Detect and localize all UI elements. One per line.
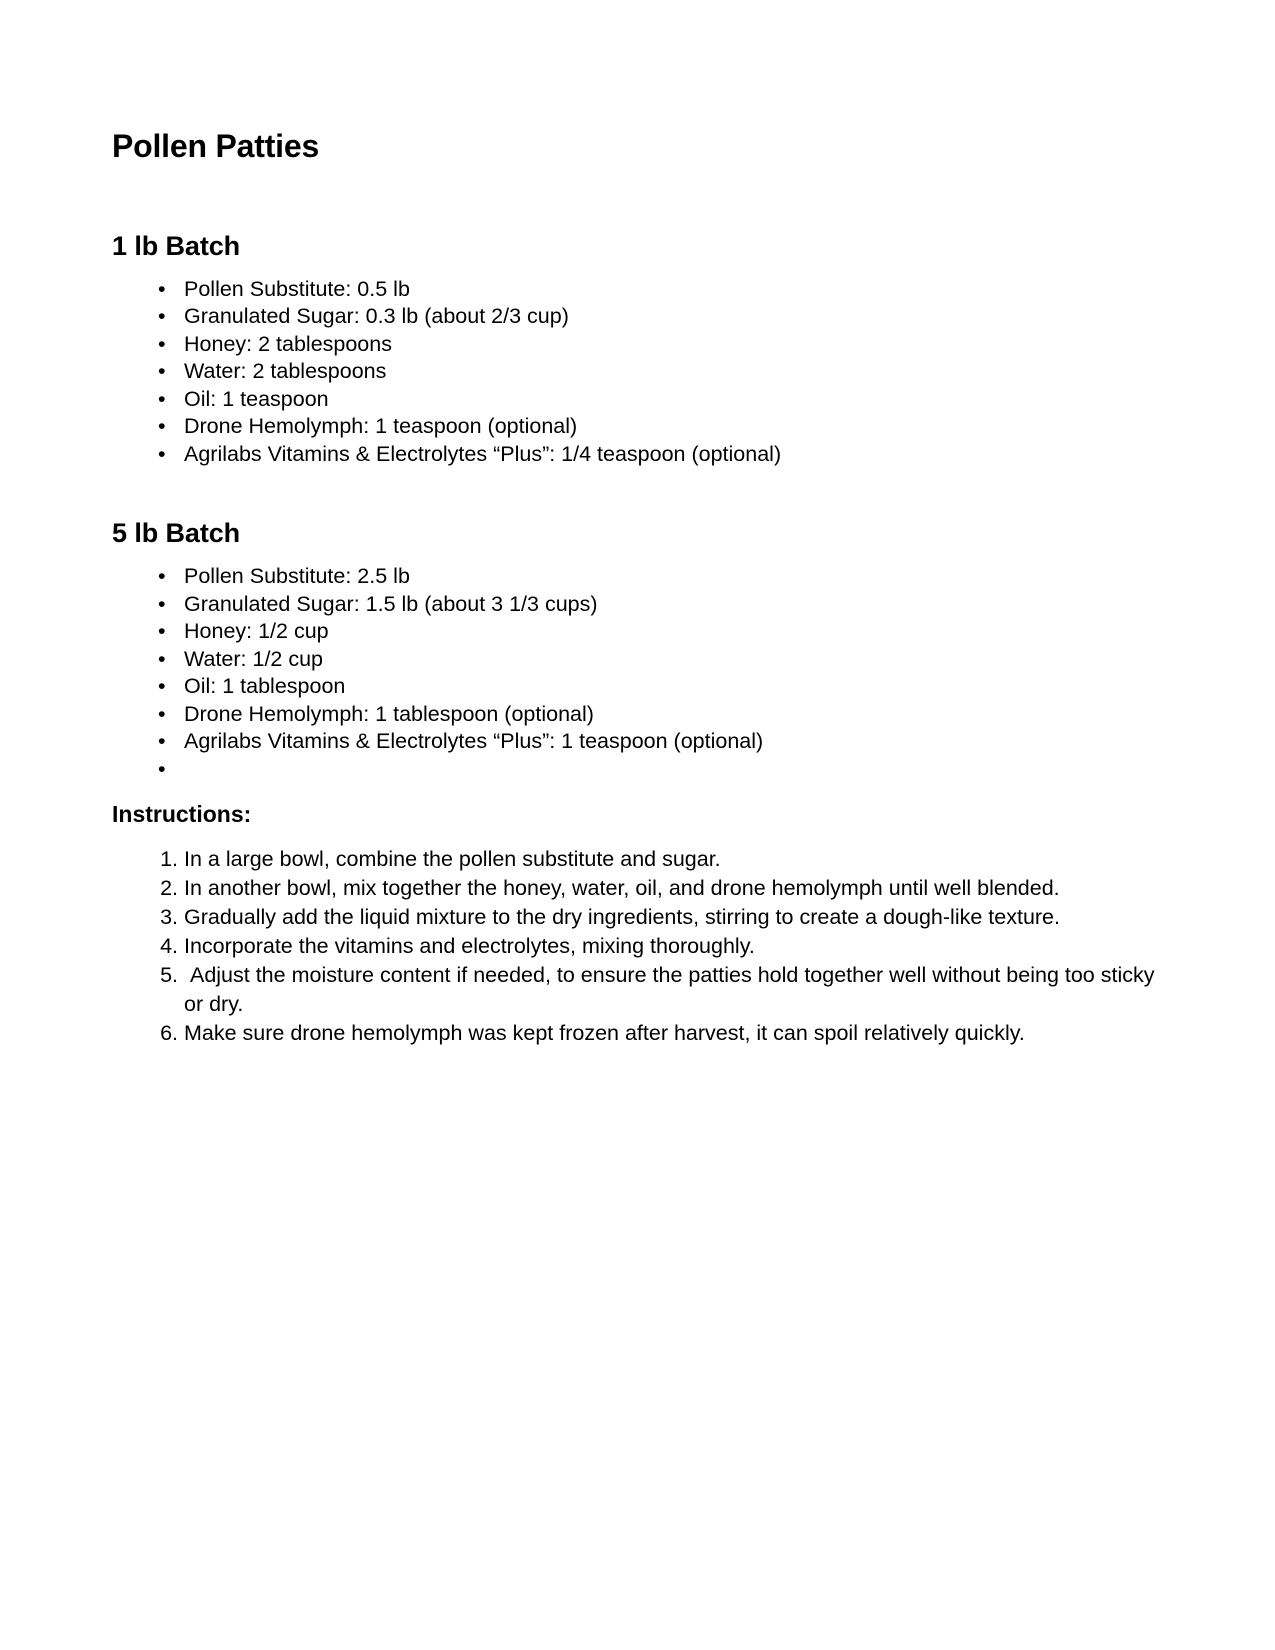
spacer [112, 829, 1162, 845]
bullet-icon: • [158, 276, 166, 301]
bullet-icon: • [158, 441, 166, 466]
list-item [112, 1019, 1162, 1048]
ingredient-text: Agrilabs Vitamins & Electrolytes “Plus”: 1 teaspoon (optional) [184, 729, 764, 754]
spacer [112, 783, 1162, 801]
step-text: In another bowl, mix together the honey, water, oil, and drone hemolymph until well blended. [184, 875, 1060, 900]
list-item [112, 276, 1162, 304]
bullet-icon: • [158, 304, 166, 329]
bullet-icon: • [158, 619, 166, 644]
section-heading-5lb-batch: 5 lb Batch [112, 518, 241, 549]
step-text: Make sure drone hemolymph was kept frozen after harvest, it can spoil relatively quickly. [184, 1020, 1025, 1045]
ingredient-text: Oil: 1 teaspoon [184, 386, 329, 411]
step-number: 3. [160, 904, 178, 929]
list-item [112, 874, 1162, 903]
bullet-icon: • [158, 331, 166, 356]
bullet-icon: • [158, 729, 166, 754]
step-number: 2. [160, 875, 178, 900]
ingredient-list-1lb-batch [112, 276, 1162, 469]
bullet-icon: • [158, 414, 166, 439]
ingredient-text: Drone Hemolymph: 1 teaspoon (optional) [184, 414, 578, 439]
list-item [112, 358, 1162, 386]
step-number: 5. [160, 962, 178, 987]
list-item [112, 728, 1162, 756]
spacer [112, 468, 1162, 518]
ingredient-text: Agrilabs Vitamins & Electrolytes “Plus”: 1/4 teaspoon (optional) [184, 441, 782, 466]
list-item [112, 591, 1162, 619]
ingredient-text: Oil: 1 tablespoon [184, 674, 346, 699]
spacer [112, 165, 1162, 231]
instructions-list [112, 845, 1162, 1048]
bullet-icon: • [158, 701, 166, 726]
step-text: Gradually add the liquid mixture to the dry ingredients, stirring to create a dough-like texture. [184, 904, 1060, 929]
bullet-icon: • [158, 564, 166, 589]
ingredient-text: Drone Hemolymph: 1 tablespoon (optional) [184, 701, 594, 726]
ingredient-text: Honey: 1/2 cup [184, 619, 329, 644]
page-title: Pollen Patties [112, 128, 320, 164]
spacer [112, 262, 1162, 276]
ingredient-text: Honey: 2 tablespoons [184, 331, 392, 356]
document-body [112, 128, 1162, 1048]
bullet-icon: • [158, 646, 166, 671]
bullet-icon: • [158, 591, 166, 616]
ingredient-text: Water: 2 tablespoons [184, 359, 387, 384]
step-number: 1. [160, 846, 178, 871]
list-item [112, 386, 1162, 414]
list-item [112, 903, 1162, 932]
bullet-icon: • [158, 674, 166, 699]
step-number: 6. [160, 1020, 178, 1045]
instructions-heading: Instructions: [112, 801, 252, 828]
list-item [112, 845, 1162, 874]
bullet-icon: • [158, 359, 166, 384]
list-item [112, 441, 1162, 469]
ingredient-text: Granulated Sugar: 0.3 lb (about 2/3 cup) [184, 304, 569, 329]
ingredient-text: Water: 1/2 cup [184, 646, 324, 671]
list-item [112, 618, 1162, 646]
list-item [112, 563, 1162, 591]
step-text: In a large bowl, combine the pollen substitute and sugar. [184, 846, 721, 871]
list-item [112, 303, 1162, 331]
ingredient-text: Pollen Substitute: 0.5 lb [184, 276, 410, 301]
list-item [112, 673, 1162, 701]
bullet-icon: • [158, 756, 166, 781]
list-item [112, 701, 1162, 729]
section-heading-1lb-batch: 1 lb Batch [112, 230, 241, 261]
spacer [112, 549, 1162, 563]
step-text: Adjust the moisture content if needed, to ensure the patties hold together well without being too sticky or dry. [184, 962, 1161, 1016]
step-text: Incorporate the vitamins and electrolytes, mixing thoroughly. [184, 933, 755, 958]
list-item [112, 961, 1162, 1019]
list-item-empty [112, 756, 1162, 784]
ingredient-text: Granulated Sugar: 1.5 lb (about 3 1/3 cups) [184, 591, 598, 616]
list-item [112, 331, 1162, 359]
bullet-icon: • [158, 386, 166, 411]
ingredient-list-5lb-batch [112, 563, 1162, 783]
list-item [112, 932, 1162, 961]
list-item [112, 413, 1162, 441]
ingredient-text: Pollen Substitute: 2.5 lb [184, 564, 410, 589]
list-item [112, 646, 1162, 674]
step-number: 4. [160, 933, 178, 958]
